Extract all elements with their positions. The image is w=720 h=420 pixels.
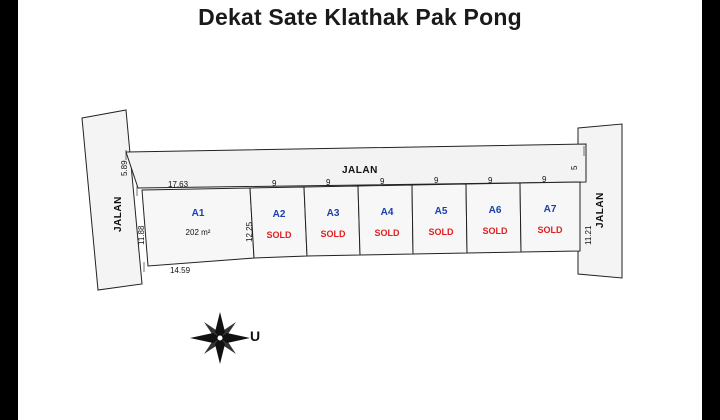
lot-shape-a4 <box>358 185 413 255</box>
lot-shape-a1 <box>142 188 254 266</box>
dim-a7-right-side: 11.21 <box>584 225 593 245</box>
lot-status-a5: SOLD <box>428 227 454 237</box>
compass-rose-icon <box>190 312 250 364</box>
compass-north-label: U <box>250 328 261 344</box>
lot-area-a1: 202 m² <box>185 228 211 237</box>
lot-status-a7: SOLD <box>537 225 563 235</box>
page-title: Dekat Sate Klathak Pak Pong <box>198 4 522 30</box>
lot-code-a5[interactable]: A5 <box>434 206 448 217</box>
road-left-shape <box>82 110 142 290</box>
dim-a1-top: 17.63 <box>168 180 189 189</box>
lot-code-a6[interactable]: A6 <box>488 205 502 216</box>
dim-a4-top: 9 <box>380 177 385 186</box>
dim-a7-top: 9 <box>542 175 547 184</box>
lot-status-a4: SOLD <box>374 228 400 238</box>
lot-code-a4[interactable]: A4 <box>380 207 394 218</box>
lot-shape-a2 <box>250 187 307 258</box>
dim-a1-bottom: 14.59 <box>170 266 191 275</box>
dim-a3-top: 9 <box>326 178 331 187</box>
road-label-right: JALAN <box>595 192 606 228</box>
lot-shape-a3 <box>304 186 360 256</box>
road-label-top: JALAN <box>342 165 378 176</box>
lot-status-a3: SOLD <box>320 229 346 239</box>
lot-shape-a5 <box>412 184 467 254</box>
lot-code-a2[interactable]: A2 <box>272 209 286 220</box>
site-plan-sheet <box>18 0 702 420</box>
lot-code-a7[interactable]: A7 <box>543 204 557 215</box>
dim-left-road-width: 5.89 <box>120 160 129 176</box>
lot-shape-a7 <box>520 182 580 252</box>
dim-a5-top: 9 <box>434 176 439 185</box>
dim-a2-top: 9 <box>272 179 277 188</box>
lot-code-a3[interactable]: A3 <box>326 208 340 219</box>
dim-a1-left-side: 11.88 <box>137 225 146 245</box>
lot-code-a1[interactable]: A1 <box>191 208 205 219</box>
road-label-left: JALAN <box>113 196 124 232</box>
dim-right-road-width: 5 <box>570 165 579 170</box>
lots-block <box>142 182 580 266</box>
dim-a2-left-side: 12.25 <box>245 221 254 242</box>
lot-status-a2: SOLD <box>266 230 292 240</box>
lot-shape-a6 <box>466 183 521 253</box>
lot-status-a6: SOLD <box>482 226 508 236</box>
dim-a6-top: 9 <box>488 176 493 185</box>
